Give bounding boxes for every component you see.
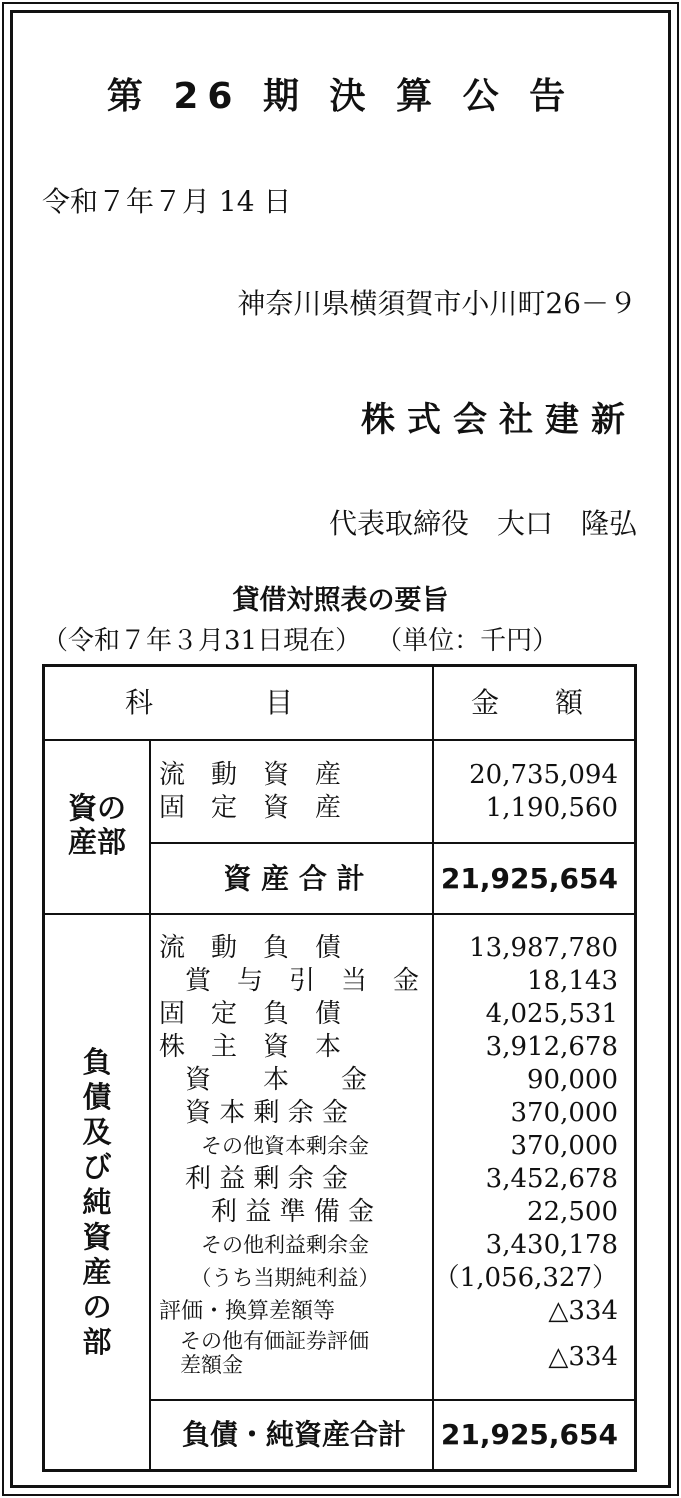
liability-item: 利 益 準 備 金 bbox=[159, 1197, 375, 1227]
liability-amount: 370,000 bbox=[510, 1131, 618, 1161]
liability-item: 固 定 負 債 bbox=[159, 999, 342, 1029]
liability-item: その他資本剰余金 bbox=[159, 1134, 369, 1158]
asset-amount-fixed: 1,190,560 bbox=[485, 793, 618, 823]
header-item: 科 目 bbox=[125, 686, 294, 719]
liabilities-section-label: 負 債 及 び 純 資 産 の 部 bbox=[82, 1045, 112, 1359]
section-divider bbox=[149, 739, 151, 1469]
liability-amount: 4,025,531 bbox=[485, 999, 618, 1029]
notice-title: 第 26 期 決 算 公 告 bbox=[106, 76, 575, 117]
header-amount: 金 額 bbox=[471, 686, 584, 719]
amount-divider bbox=[432, 667, 434, 1469]
balance-sheet-table bbox=[42, 664, 637, 1472]
liability-item: （うち当期純利益） bbox=[159, 1266, 380, 1290]
liability-amount: 3,452,678 bbox=[485, 1164, 618, 1194]
liability-item: 流 動 負 債 bbox=[159, 933, 342, 963]
representative: 代表取締役 大口 隆弘 bbox=[328, 507, 637, 540]
asset-item-current: 流 動 資 産 bbox=[159, 760, 342, 790]
liability-item: 株 主 資 本 bbox=[159, 1032, 342, 1062]
liability-amount: 90,000 bbox=[527, 1065, 618, 1095]
unit-label: （単位：千円） bbox=[389, 626, 559, 656]
liability-item: その他有価証券評価 bbox=[159, 1329, 369, 1353]
as-of-date: （令和７年３月31日現在） bbox=[42, 626, 362, 656]
assets-total-amount: 21,925,654 bbox=[440, 862, 618, 895]
liabilities-total-amount: 21,925,654 bbox=[440, 1418, 618, 1451]
liability-item: 利 益 剰 余 金 bbox=[159, 1164, 349, 1194]
liability-item: 評価・換算差額等 bbox=[159, 1299, 336, 1324]
assets-section-label: 資の 産部 bbox=[67, 791, 126, 859]
liability-item: 差額金 bbox=[159, 1353, 243, 1377]
liability-amount: 22,500 bbox=[527, 1197, 618, 1227]
liability-amount: 370,000 bbox=[510, 1098, 618, 1128]
liability-item: その他利益剰余金 bbox=[159, 1233, 369, 1257]
liability-amount: △334 bbox=[548, 1342, 618, 1372]
notice-date: 令和７年７月 14 日 bbox=[42, 185, 292, 218]
liability-item: 賞 与 引 当 金 bbox=[159, 966, 420, 996]
company-address: 神奈川県横須賀市小川町26－９ bbox=[237, 287, 637, 320]
assets-total-label: 資 産 合 計 bbox=[223, 862, 365, 895]
liability-amount: 18,143 bbox=[527, 966, 618, 996]
asset-item-fixed: 固 定 資 産 bbox=[159, 793, 342, 823]
liability-item: 資 本 金 bbox=[159, 1065, 368, 1095]
company-name: 株式会社建新 bbox=[361, 400, 637, 440]
section-boundary bbox=[45, 913, 634, 915]
balance-sheet-title: 貸借対照表の要旨 bbox=[232, 585, 449, 616]
asset-amount-current: 20,735,094 bbox=[469, 760, 618, 790]
liability-amount: 3,430,178 bbox=[485, 1230, 618, 1260]
balance-sheet-subtitle bbox=[42, 620, 558, 657]
liability-amount: △334 bbox=[548, 1296, 618, 1326]
liability-amount: （1,056,327） bbox=[433, 1263, 618, 1293]
header-divider bbox=[45, 739, 634, 741]
liabilities-total-label: 負債・純資産合計 bbox=[181, 1418, 406, 1451]
liability-amount: 3,912,678 bbox=[485, 1032, 618, 1062]
liability-item: 資 本 剰 余 金 bbox=[159, 1098, 349, 1128]
liability-amount: 13,987,780 bbox=[469, 933, 618, 963]
